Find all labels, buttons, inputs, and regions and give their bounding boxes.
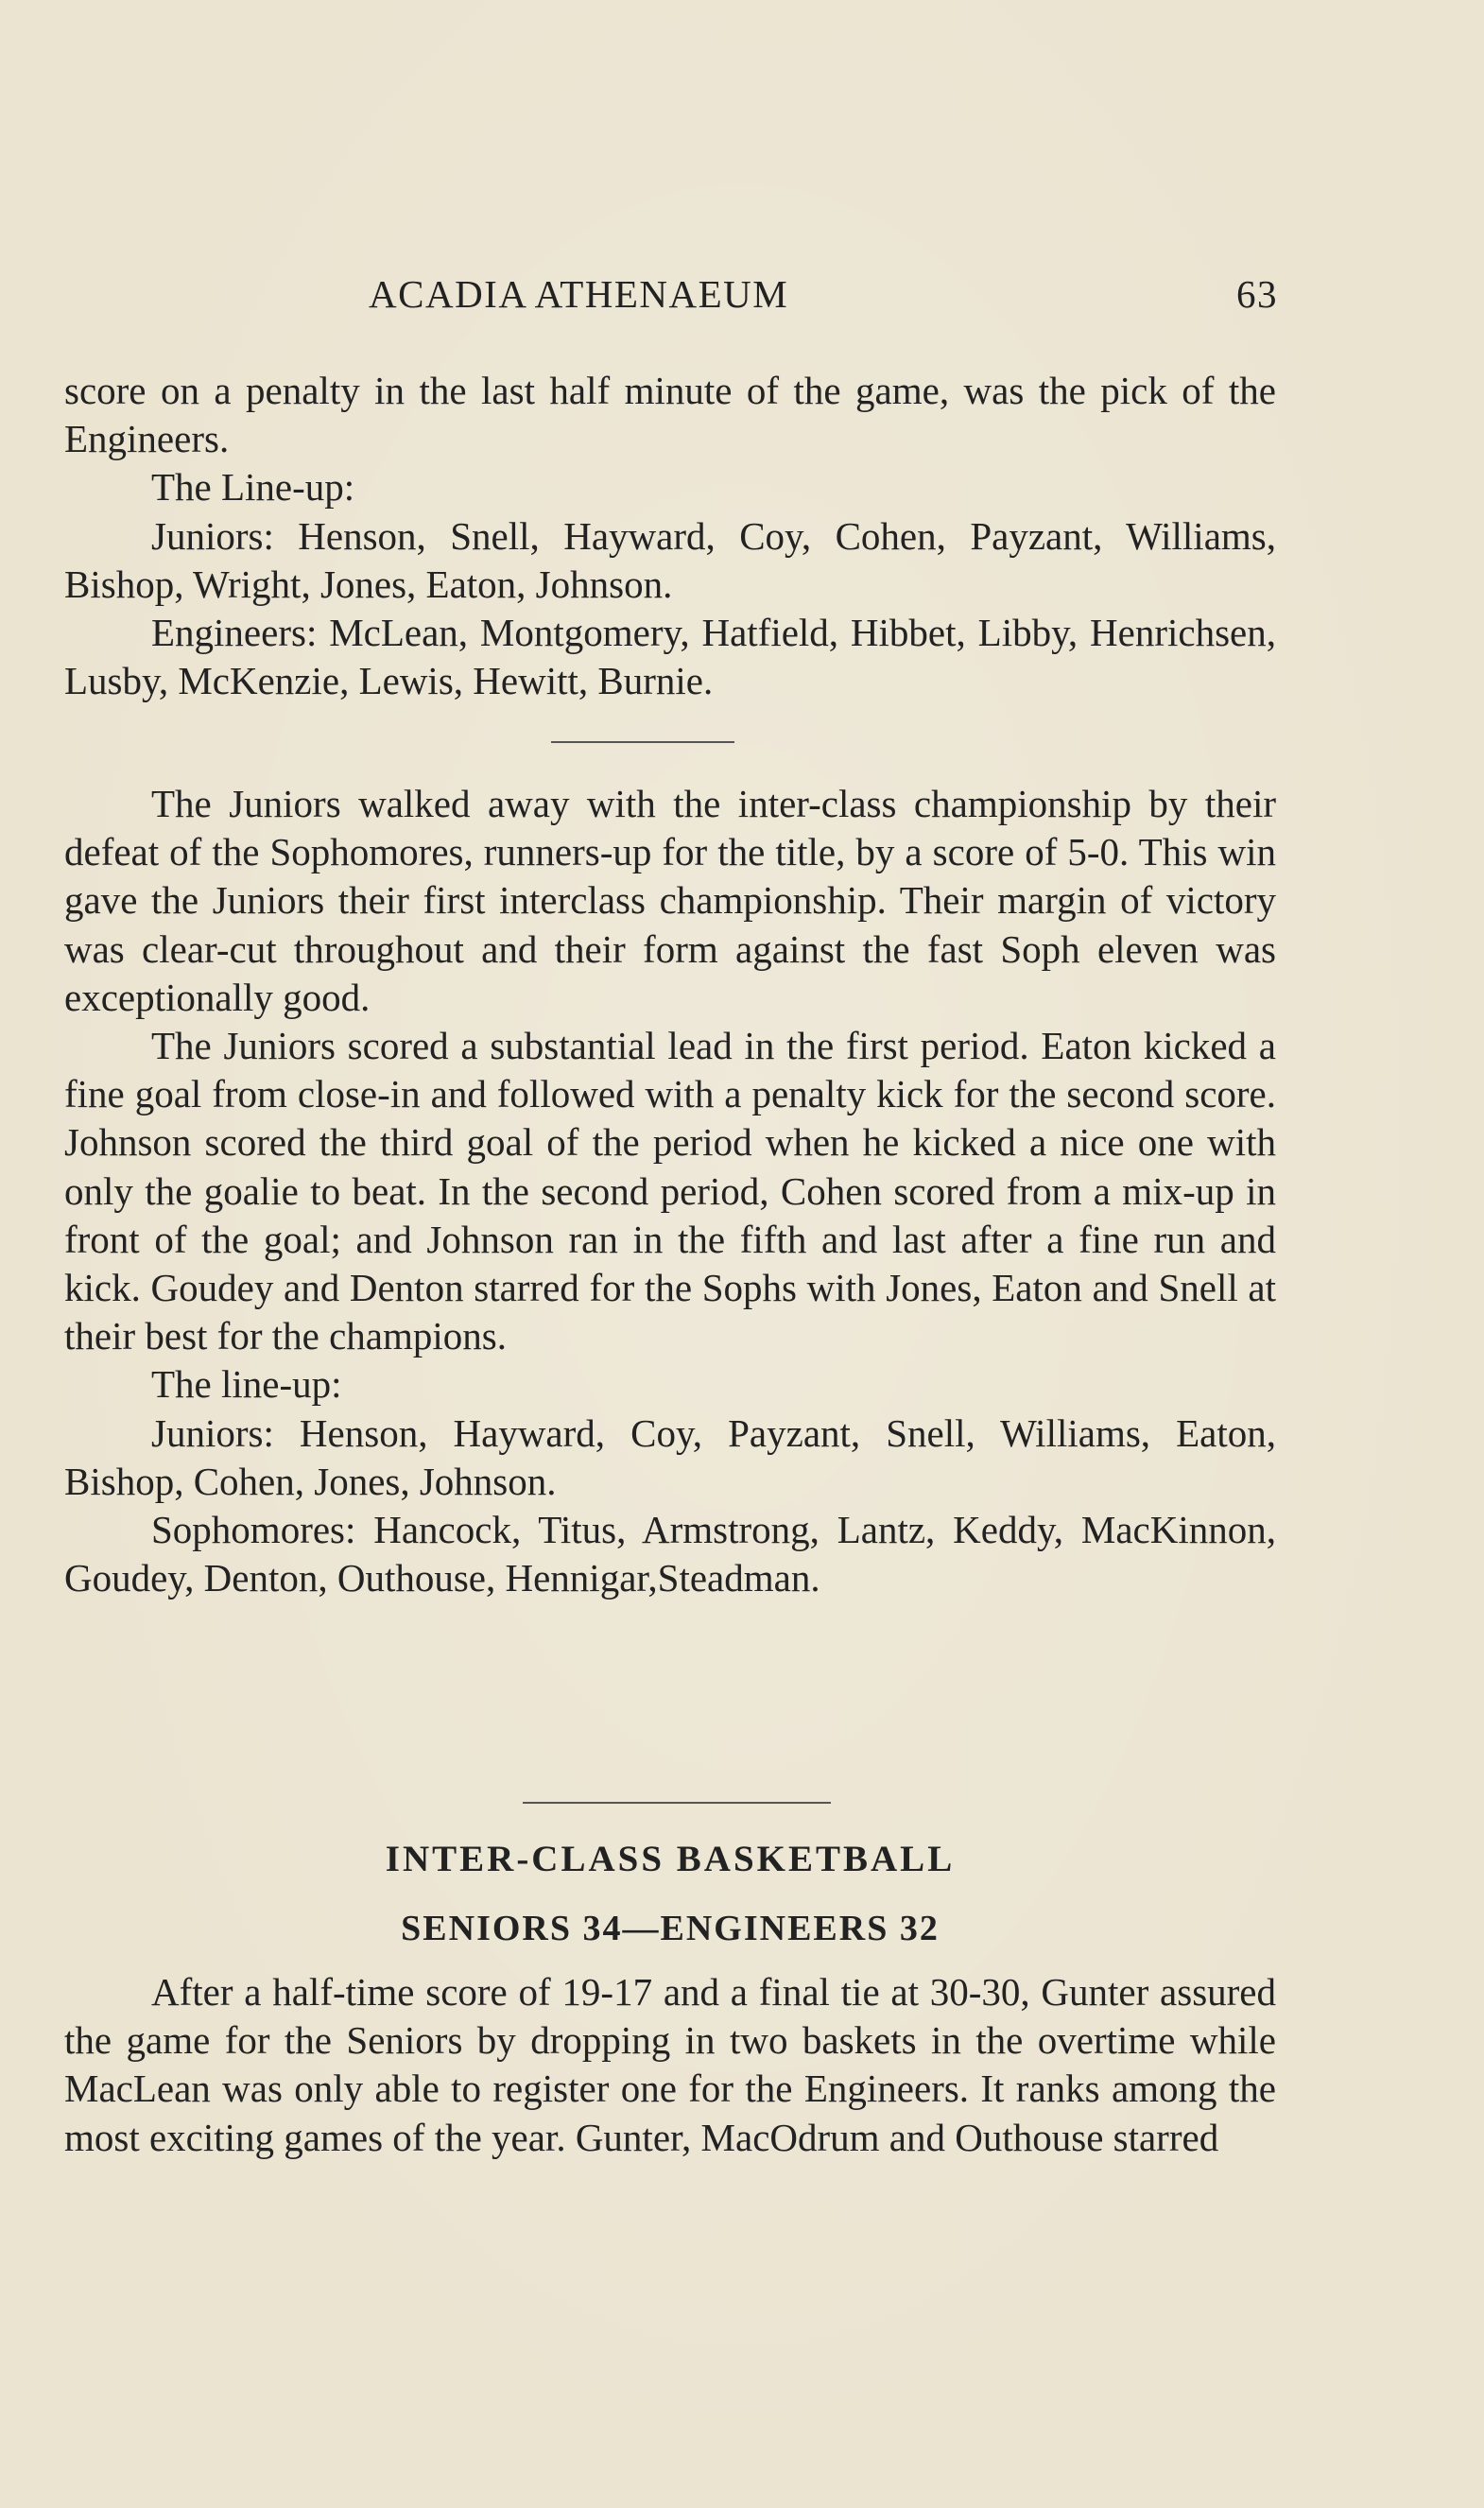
lineup-engineers: Engineers: McLean, Montgomery, Hatfield, Hibbet, Libby, Henrichsen, Lusby, McKenzie, Lewis, Hewitt, Burnie. xyxy=(64,611,1276,703)
basketball-article xyxy=(64,1968,1276,2162)
section-divider xyxy=(551,741,734,743)
paragraph: score on a penalty in the last half minute of the game, was the pick of the Engineers. xyxy=(64,369,1276,461)
lineup-sophomores: Sophomores: Hancock, Titus, Armstrong, Lantz, Keddy, MacKinnon, Goudey, Denton, Outhouse, Hennigar,Steadman. xyxy=(64,1508,1276,1600)
lineup-label: The line-up: xyxy=(151,1362,342,1407)
lineup-juniors: Juniors: Henson, Hayward, Coy, Payzant, Snell, Williams, Eaton, Bishop, Cohen, Jones, Johnson. xyxy=(64,1410,1276,1503)
juniors-soccer-article xyxy=(64,780,1276,1602)
page-header xyxy=(66,271,1278,328)
lineup-juniors: Juniors: Henson, Snell, Hayward, Coy, Cohen, Payzant, Williams, Bishop, Wright, Jones, Eaton, Johnson. xyxy=(64,513,1276,606)
section-divider xyxy=(523,1802,831,1804)
paragraph: After a half-time score of 19-17 and a final tie at 30-30, Gunter assured the game for the Seniors by dropping in two baskets in the overtime while MacLean was only able to register one for the Engineers. It ranks among the most exciting games of the year. Gunter, MacOdrum and Outhouse starred xyxy=(64,1970,1276,2159)
paragraph: The Juniors scored a substantial lead in the first period. Eaton kicked a fine goal from close-in and followed with a penalty kick for the second score. Johnson scored the third goal of the period when he kicked a nice one with only the goalie to beat. In the second period, Cohen scored from a mix-up in front of the goal; and Johnson ran in the fifth and last after a fine run and kick. Goudey and Denton starred for the Sophs with Jones, Eaton and Snell at their best for the champions. xyxy=(64,1024,1276,1358)
page-number: 63 xyxy=(1236,272,1278,316)
paragraph: The Juniors walked away with the inter-class championship by their defeat of the Sophomores, runners-up for the title, by a score of 5-0. This win gave the Juniors their first interclass championship. Their margin of victory was clear-cut throughout and their form against the fast Soph eleven was exceptionally good. xyxy=(64,782,1276,1019)
article-continuation xyxy=(64,367,1276,705)
lineup-label: The Line-up: xyxy=(151,465,355,510)
running-title: ACADIA ATHENAEUM xyxy=(369,272,789,316)
section-heading: INTER-CLASS BASKETBALL xyxy=(385,1839,956,1879)
section-subheading: SENIORS 34—ENGINEERS 32 xyxy=(401,1909,940,1948)
